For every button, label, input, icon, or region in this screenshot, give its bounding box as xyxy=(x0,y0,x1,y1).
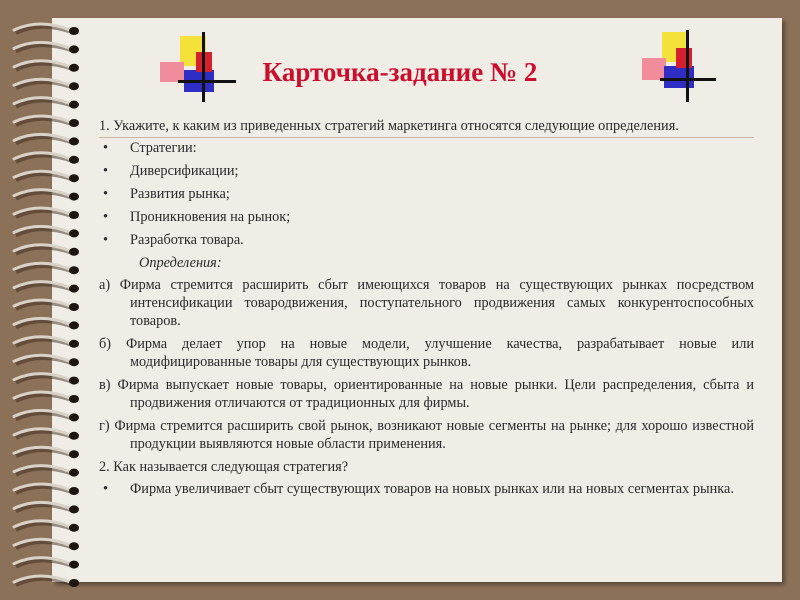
bullet-icon: • xyxy=(103,481,109,497)
spiral-ring xyxy=(14,539,79,550)
spiral-binding xyxy=(0,0,100,600)
spiral-ring xyxy=(14,558,79,569)
list-item xyxy=(99,139,754,157)
list-item xyxy=(99,208,754,226)
spiral-ring xyxy=(14,447,79,458)
spiral-ring xyxy=(14,263,79,274)
spiral-ring xyxy=(14,24,79,35)
bullet-icon: • xyxy=(103,186,109,202)
spiral-ring xyxy=(14,208,79,219)
strategy-label: Диверсификации; xyxy=(130,163,239,179)
question-2-list xyxy=(99,480,754,498)
list-item xyxy=(99,231,754,249)
spiral-ring xyxy=(14,374,79,385)
spiral-ring xyxy=(14,98,79,109)
definition-d: г) Фирма стремится расширить свой рынок, возникают новые сегменты на рынке; для хорошо известной продукции выявляются новые области применения. xyxy=(99,418,754,452)
spiral-ring xyxy=(14,226,79,237)
spiral-ring xyxy=(14,502,79,513)
question-2-item: Фирма увеличивает сбыт существующих товаров на новых рынках или на новых сегментах рынка. xyxy=(130,481,734,497)
spiral-ring xyxy=(14,337,79,348)
list-item xyxy=(99,162,754,180)
spiral-ring xyxy=(14,42,79,53)
list-item xyxy=(99,480,754,498)
strategy-label: Развития рынка; xyxy=(130,186,230,202)
spiral-ring xyxy=(14,392,79,403)
spiral-ring xyxy=(14,576,79,587)
spiral-ring xyxy=(14,318,79,329)
spiral-ring xyxy=(14,171,79,182)
question-1: 1. Укажите, к каким из приведенных стратегий маркетинга относятся следующие определения. xyxy=(99,118,679,134)
bullet-icon: • xyxy=(103,140,109,156)
spiral-ring xyxy=(14,190,79,201)
spiral-ring xyxy=(14,466,79,477)
question-2: 2. Как называется следующая стратегия? xyxy=(99,459,349,475)
spiral-ring xyxy=(14,429,79,440)
spiral-ring xyxy=(14,245,79,256)
spiral-ring xyxy=(14,134,79,145)
bullet-icon: • xyxy=(103,163,109,179)
spiral-ring xyxy=(14,355,79,366)
definition-a: а) Фирма стремится расширить сбыт имеющихся товаров на существующих рынках посредством интенсификации товародвижения, поступательного продвижения самых конкурентоспособных товаров. xyxy=(99,277,754,329)
title-divider xyxy=(99,137,754,138)
bullet-icon: • xyxy=(103,209,109,225)
definition-b: б) Фирма делает упор на новые модели, улучшение качества, разрабатывает новые или модифицированные товары для существующих рынков. xyxy=(99,336,754,370)
page-title: Карточка-задание № 2 xyxy=(262,57,538,87)
spiral-ring xyxy=(14,153,79,164)
strategies-list xyxy=(99,139,754,249)
strategy-label: Стратегии: xyxy=(130,140,197,156)
strategy-label: Разработка товара. xyxy=(130,232,244,248)
spiral-ring xyxy=(14,300,79,311)
spiral-ring xyxy=(14,484,79,495)
spiral-ring xyxy=(14,116,79,127)
spiral-ring xyxy=(14,410,79,421)
spiral-ring xyxy=(14,282,79,293)
bullet-icon: • xyxy=(103,232,109,248)
task-content xyxy=(99,117,754,503)
definitions-heading: Определения: xyxy=(139,255,222,271)
spiral-ring xyxy=(14,521,79,532)
strategy-label: Проникновения на рынок; xyxy=(130,209,291,225)
list-item xyxy=(99,185,754,203)
definition-c: в) Фирма выпускает новые товары, ориентированные на новые рынки. Цели распределения, сбыта и продвижения отличаются от традиционных для фирмы. xyxy=(99,377,754,411)
